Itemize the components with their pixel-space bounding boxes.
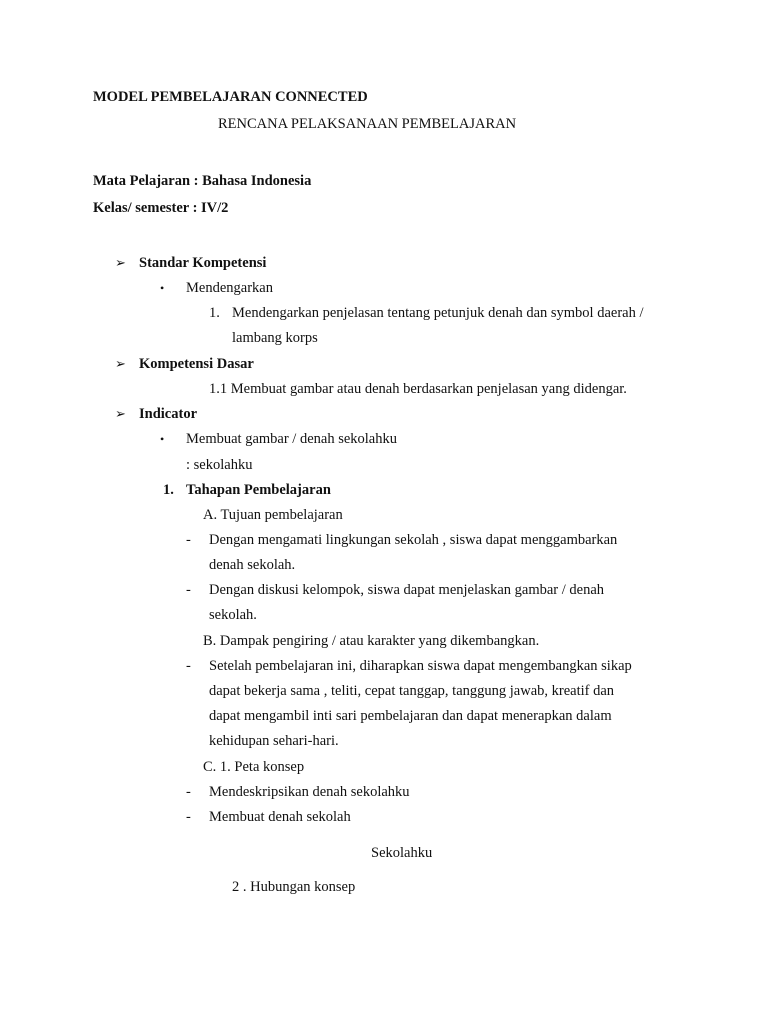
peta-item2: Membuat denah sekolah [209, 809, 351, 825]
arrow-bullet-icon: ➢ [115, 406, 126, 421]
standar-sub-number: 1. [209, 305, 220, 321]
indicator-heading: Indicator [139, 406, 197, 422]
dash-marker: - [186, 582, 191, 598]
dampak-item-line1: Setelah pembelajaran ini, diharapkan siswa dapat mengembangkan sikap [209, 658, 632, 674]
standar-sub-line1: Mendengarkan penjelasan tentang petunjuk denah dan symbol daerah / [232, 305, 644, 321]
indicator-sub: : sekolahku [186, 457, 253, 473]
dash-marker: - [186, 809, 191, 825]
dampak-item-line4: kehidupan sehari-hari. [209, 733, 339, 749]
concept-center-label: Sekolahku [371, 845, 433, 861]
dash-marker: - [186, 658, 191, 674]
tujuan-item1-line1: Dengan mengamati lingkungan sekolah , siswa dapat menggambarkan [209, 532, 618, 548]
kompetensi-item: 1.1 Membuat gambar atau denah berdasarkan penjelasan yang didengar. [209, 381, 627, 397]
dash-marker: - [186, 784, 191, 800]
tujuan-item2-line2: sekolah. [209, 607, 257, 623]
round-bullet-icon: • [160, 281, 165, 295]
standar-sub-line2: lambang korps [232, 330, 318, 346]
round-bullet-icon: • [160, 432, 165, 446]
class-semester-line: Kelas/ semester : IV/2 [93, 200, 229, 216]
standar-heading: Standar Kompetensi [139, 255, 267, 271]
tahapan-heading: Tahapan Pembelajaran [186, 482, 331, 498]
standar-item: Mendengarkan [186, 280, 273, 296]
model-title: MODEL PEMBELAJARAN CONNECTED [93, 89, 368, 105]
tujuan-label: A. Tujuan pembelajaran [203, 507, 343, 523]
indicator-item: Membuat gambar / denah sekolahku [186, 431, 397, 447]
tujuan-item1-line2: denah sekolah. [209, 557, 296, 573]
rpp-title: RENCANA PELAKSANAAN PEMBELAJARAN [218, 116, 517, 132]
arrow-bullet-icon: ➢ [115, 255, 126, 270]
dampak-item-line3: dapat mengambil inti sari pembelajaran dan dapat menerapkan dalam [209, 708, 612, 724]
dash-marker: - [186, 532, 191, 548]
dampak-item-line2: dapat bekerja sama , teliti, cepat tanggap, tanggung jawab, kreatif dan [209, 683, 615, 699]
dampak-label: B. Dampak pengiring / atau karakter yang dikembangkan. [203, 633, 540, 649]
subject-line: Mata Pelajaran : Bahasa Indonesia [93, 173, 312, 189]
kompetensi-heading: Kompetensi Dasar [139, 356, 254, 372]
peta-item1: Mendeskripsikan denah sekolahku [209, 784, 410, 800]
tahapan-number: 1. [163, 482, 174, 498]
tujuan-item2-line1: Dengan diskusi kelompok, siswa dapat menjelaskan gambar / denah [209, 582, 605, 598]
peta-konsep-label: C. 1. Peta konsep [203, 759, 305, 775]
arrow-bullet-icon: ➢ [115, 356, 126, 371]
hubungan-konsep-label: 2 . Hubungan konsep [232, 879, 356, 895]
